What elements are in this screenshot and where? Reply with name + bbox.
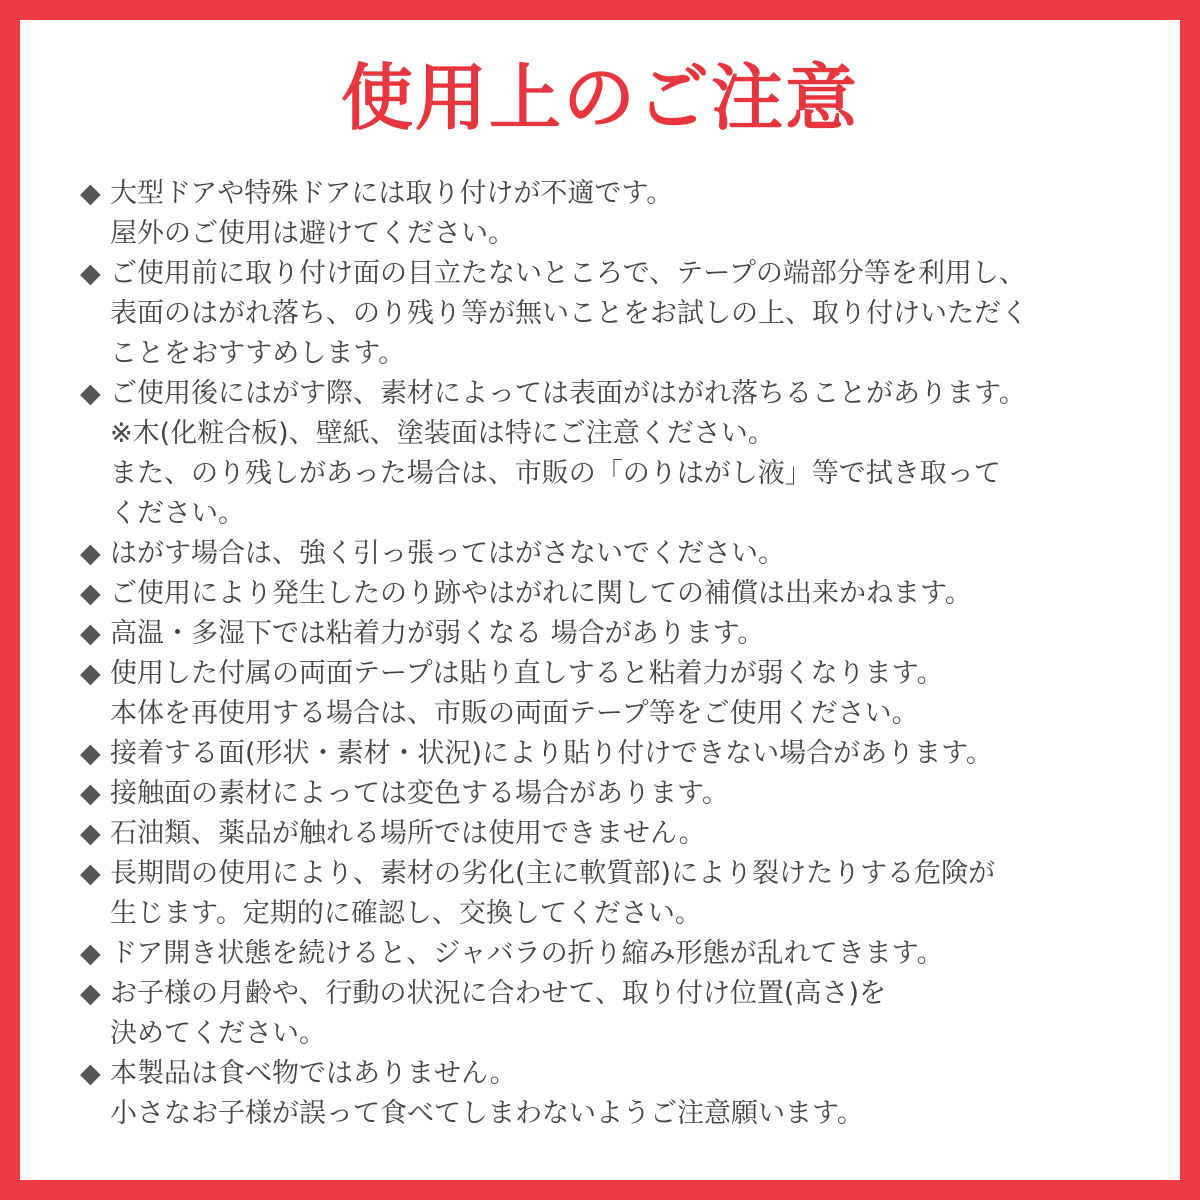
caution-text: 本体を再使用する場合は、市販の両面テープ等をご使用ください。 — [110, 698, 919, 729]
caution-item — [80, 854, 1140, 934]
caution-line — [80, 534, 1140, 574]
caution-line — [80, 1054, 1140, 1094]
caution-text: 接着する面(形状・素材・状況)により貼り付けできない場合があります。 — [110, 738, 993, 769]
caution-line — [80, 614, 1140, 654]
caution-line-continued — [80, 214, 1140, 254]
diamond-bullet-icon: ◆ — [80, 378, 101, 409]
caution-text: 長期間の使用により、素材の劣化(主に軟質部)により裂けたりする危険が — [110, 858, 996, 889]
diamond-bullet-icon: ◆ — [80, 618, 101, 649]
caution-item — [80, 374, 1140, 534]
caution-text: ドア開き状態を続けると、ジャバラの折り縮み形態が乱れてきます。 — [110, 938, 944, 969]
caution-text: 高温・多湿下では粘着力が弱くなる 場合があります。 — [110, 618, 765, 649]
diamond-bullet-icon: ◆ — [80, 258, 101, 289]
caution-item — [80, 614, 1140, 654]
caution-text: ※木(化粧合板)、壁紙、塗装面は特にご注意ください。 — [110, 418, 775, 449]
caution-text: 小さなお子様が誤って食べてしまわないようご注意願います。 — [110, 1098, 864, 1129]
caution-item — [80, 174, 1140, 254]
caution-line-continued — [80, 1094, 1140, 1134]
caution-line-continued — [80, 894, 1140, 934]
caution-text: ご使用により発生したのり跡やはがれに関しての補償は出来かねます。 — [110, 578, 972, 609]
caution-item — [80, 774, 1140, 814]
diamond-bullet-icon: ◆ — [80, 818, 101, 849]
diamond-bullet-icon: ◆ — [80, 538, 101, 569]
caution-list — [80, 174, 1140, 1134]
caution-text: お子様の月齢や、行動の状況に合わせて、取り付け位置(高さ)を — [110, 978, 886, 1009]
caution-line — [80, 734, 1140, 774]
diamond-bullet-icon: ◆ — [80, 858, 101, 889]
caution-text: ください。 — [110, 498, 245, 529]
diamond-bullet-icon: ◆ — [80, 658, 101, 689]
page-title: 使用上のご注意 — [340, 56, 859, 140]
caution-line-continued — [80, 454, 1140, 494]
caution-text: 生じます。定期的に確認し、交換してください。 — [110, 898, 702, 929]
caution-line — [80, 654, 1140, 694]
caution-line-continued — [80, 334, 1140, 374]
caution-text: 大型ドアや特殊ドアには取り付けが不適です。 — [110, 178, 674, 209]
caution-line-continued — [80, 494, 1140, 534]
caution-line — [80, 854, 1140, 894]
diamond-bullet-icon: ◆ — [80, 938, 101, 969]
caution-item — [80, 534, 1140, 574]
caution-line — [80, 174, 1140, 214]
caution-text: また、のり残しがあった場合は、市販の「のりはがし液」等で拭き取って — [110, 458, 1001, 489]
caution-item — [80, 934, 1140, 974]
caution-line — [80, 934, 1140, 974]
diamond-bullet-icon: ◆ — [80, 778, 101, 809]
caution-text: 決めてください。 — [110, 1018, 326, 1049]
caution-text: はがす場合は、強く引っ張ってはがさないでください。 — [110, 538, 785, 569]
diamond-bullet-icon: ◆ — [80, 978, 101, 1009]
caution-item — [80, 654, 1140, 734]
diamond-bullet-icon: ◆ — [80, 1058, 101, 1089]
diamond-bullet-icon: ◆ — [80, 738, 101, 769]
caution-item — [80, 974, 1140, 1054]
caution-line-continued — [80, 414, 1140, 454]
caution-text: ご使用後にはがす際、素材によっては表面がはがれ落ちることがあります。 — [110, 378, 1026, 409]
caution-item — [80, 254, 1140, 374]
caution-text: 接触面の素材によっては変色する場合があります。 — [110, 778, 729, 809]
caution-line — [80, 254, 1140, 294]
caution-item — [80, 734, 1140, 774]
caution-line-continued — [80, 1014, 1140, 1054]
caution-text: 本製品は食べ物ではありません。 — [110, 1058, 517, 1089]
caution-line — [80, 814, 1140, 854]
caution-text: 屋外のご使用は避けてください。 — [110, 218, 515, 249]
caution-item — [80, 574, 1140, 614]
diamond-bullet-icon: ◆ — [80, 178, 101, 209]
caution-text: 石油類、薬品が触れる場所では使用できません。 — [110, 818, 706, 849]
caution-text: ご使用前に取り付け面の目立たないところで、テープの端部分等を利用し、 — [110, 258, 1026, 289]
caution-text: 使用した付属の両面テープは貼り直しすると粘着力が弱くなります。 — [110, 658, 944, 689]
caution-line — [80, 574, 1140, 614]
caution-item — [80, 1054, 1140, 1134]
caution-line-continued — [80, 694, 1140, 734]
caution-text: ことをおすすめします。 — [110, 338, 406, 369]
caution-line — [80, 374, 1140, 414]
caution-text: 表面のはがれ落ち、のり残り等が無いことをお試しの上、取り付けいただく — [110, 298, 1028, 329]
caution-item — [80, 814, 1140, 854]
caution-line — [80, 774, 1140, 814]
caution-line — [80, 974, 1140, 1014]
diamond-bullet-icon: ◆ — [80, 578, 101, 609]
caution-line-continued — [80, 294, 1140, 334]
